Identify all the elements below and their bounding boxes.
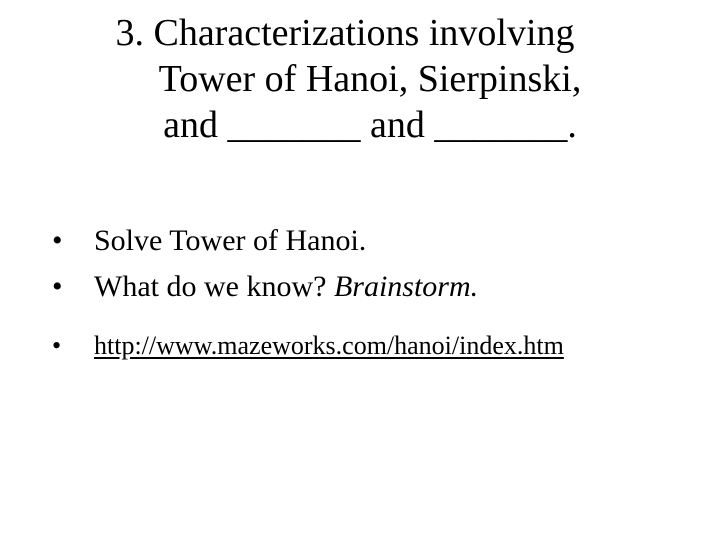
title-line-1: 3. Characterizations involving <box>115 12 575 54</box>
bullet-marker: • <box>52 270 63 303</box>
bullet-item-solve <box>52 218 712 264</box>
bullet-text: What do we know? <box>94 270 334 303</box>
bullet-marker: • <box>52 331 62 360</box>
title-line-2: Tower of Hanoi, Sierpinski, <box>158 58 582 100</box>
bullet-marker: • <box>52 224 63 257</box>
bullet-text: Solve Tower of Hanoi. <box>94 224 367 257</box>
bullet-list <box>52 218 712 366</box>
bullet-emphasis: Brainstorm. <box>333 270 479 303</box>
slide-title <box>40 10 700 148</box>
title-line-3: and _______ and _______. <box>163 104 577 146</box>
bullet-item-know <box>52 264 712 310</box>
hanoi-link[interactable]: http://www.mazeworks.com/hanoi/index.htm <box>94 331 564 360</box>
bullet-item-link <box>52 326 712 366</box>
